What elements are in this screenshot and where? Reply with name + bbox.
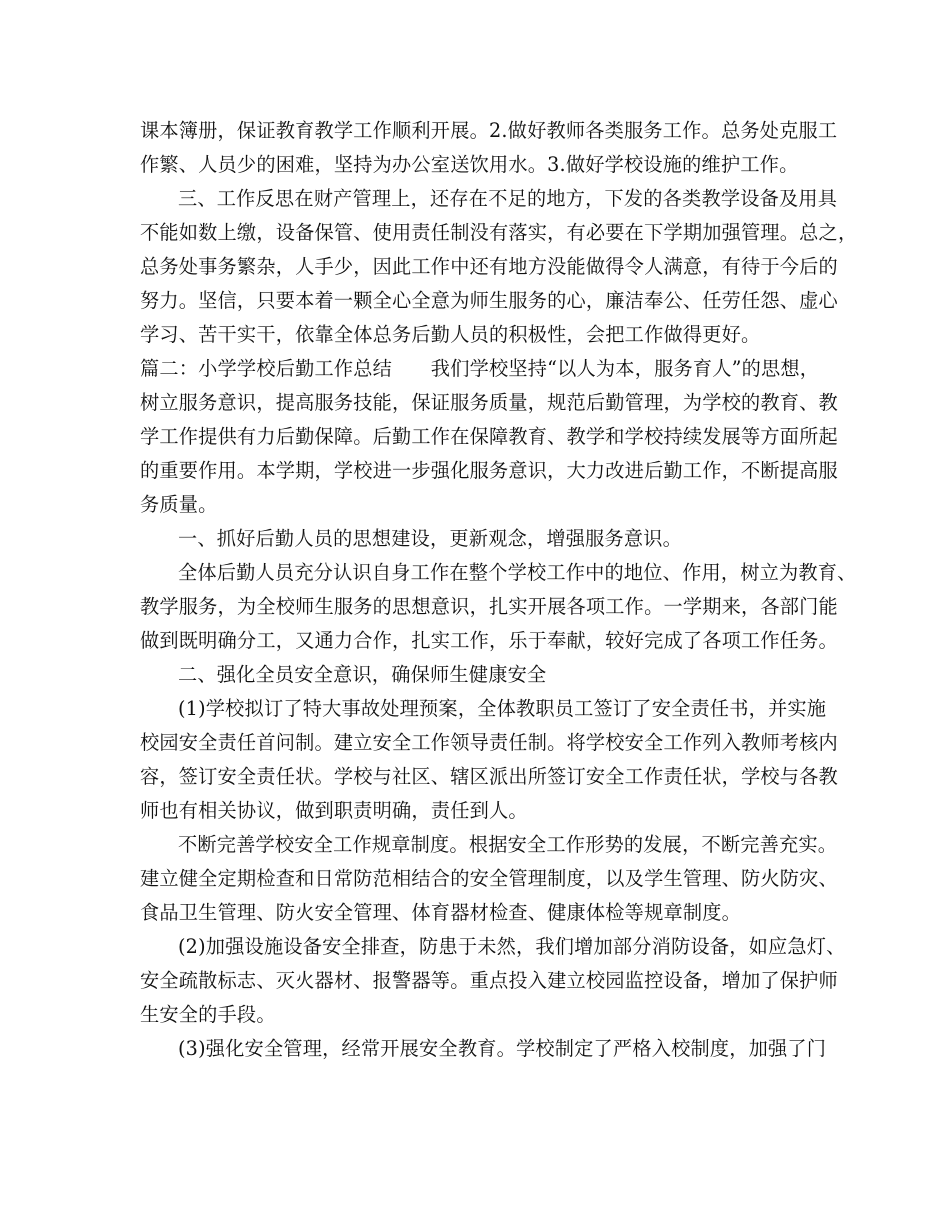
text-line: 食品卫生管理、防火安全管理、体育器材检查、健康体检等规章制度。 (140, 901, 742, 924)
section-heading-line: 篇二：小学学校后勤工作总结 我们学校坚持“以人为本，服务育人”的思想， (140, 357, 820, 380)
text-line: 不断完善学校安全工作规章制度。根据安全工作形势的发展，不断完善充实。 (178, 833, 838, 856)
subheading-line: 二、强化全员安全意识，确保师生健康安全 (178, 663, 547, 686)
text-line: 课本簿册，保证教育教学工作顺利开展。2.做好教师各类服务工作。总务处克服工 (140, 119, 838, 142)
text-line: 作繁、人员少的困难，坚持为办公室送饮用水。3.做好学校设施的维护工作。 (140, 153, 799, 176)
text-line: 树立服务意识，提高服务技能，保证服务质量，规范后勤管理，为学校的教育、教 (140, 391, 838, 414)
text-line: 校园安全责任首问制。建立安全工作领导责任制。将学校安全工作列入教师考核内 (140, 731, 838, 754)
text-line: 生安全的手段。 (140, 1003, 276, 1026)
subheading-line: 一、抓好后勤人员的思想建设，更新观念，增强服务意识。 (178, 527, 683, 550)
text-line: (2)加强设施设备安全排查，防患于未然，我们增加部分消防设备，如应急灯、 (178, 935, 846, 958)
text-line: 总务处事务繁杂，人手少，因此工作中还有地方没能做得令人满意，有待于今后的 (140, 255, 838, 278)
text-line: 务质量。 (140, 493, 218, 516)
text-line: 建立健全定期检查和日常防范相结合的安全管理制度，以及学生管理、防火防灾、 (140, 867, 838, 890)
text-line: 全体后勤人员充分认识自身工作在整个学校工作中的地位、作用，树立为教育、 (178, 561, 857, 584)
text-line: 的重要作用。本学期，学校进一步强化服务意识，大力改进后勤工作，不断提高服 (140, 459, 838, 482)
text-line: 三、工作反思在财产管理上，还存在不足的地方，下发的各类教学设备及用具 (178, 187, 838, 210)
text-line: 师也有相关协议，做到职责明确，责任到人。 (140, 799, 528, 822)
text-line: 教学服务，为全校师生服务的思想意识，扎实开展各项工作。一学期来，各部门能 (140, 595, 838, 618)
text-line: 学工作提供有力后勤保障。后勤工作在保障教育、教学和学校持续发展等方面所起 (140, 425, 838, 448)
text-line: (1)学校拟订了特大事故处理预案，全体教职员工签订了安全责任书，并实施 (178, 697, 827, 720)
text-line: 安全疏散标志、灭火器材、报警器等。重点投入建立校园监控设备，增加了保护师 (140, 969, 838, 992)
text-line: 努力。坚信，只要本着一颗全心全意为师生服务的心，廉洁奉公、任劳任怨、虚心 (140, 289, 838, 312)
text-line: (3)强化安全管理，经常开展安全教育。学校制定了严格入校制度，加强了门 (178, 1037, 827, 1060)
text-line: 容，签订安全责任状。学校与社区、辖区派出所签订安全工作责任状，学校与各教 (140, 765, 838, 788)
text-line: 不能如数上缴，设备保管、使用责任制没有落实，有必要在下学期加强管理。总之， (140, 221, 858, 244)
text-line: 做到既明确分工，又通力合作，扎实工作，乐于奉献，较好完成了各项工作任务。 (140, 629, 838, 652)
text-line: 学习、苦干实干，依靠全体总务后勤人员的积极性，会把工作做得更好。 (140, 323, 761, 346)
